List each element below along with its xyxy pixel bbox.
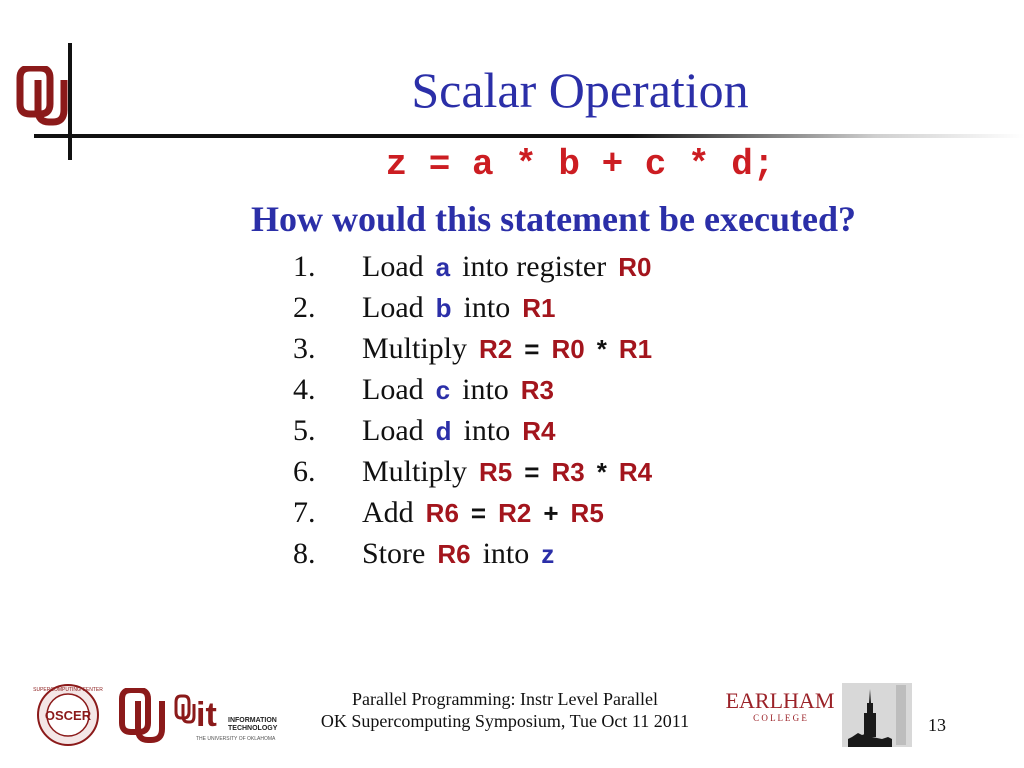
footer-text bbox=[290, 688, 720, 732]
variable-token: d bbox=[435, 416, 452, 446]
step-text bbox=[362, 533, 554, 575]
step-word: into bbox=[482, 537, 530, 570]
footer-line-2: OK Supercomputing Symposium, Tue Oct 11 2011 bbox=[320, 711, 690, 731]
step-word: Multiply bbox=[362, 332, 468, 365]
register-token: R5 bbox=[479, 457, 513, 487]
register-token: R1 bbox=[522, 293, 556, 323]
step-word: Load bbox=[362, 291, 424, 324]
step-number: 1. bbox=[293, 250, 316, 283]
register-token: R5 bbox=[570, 498, 604, 528]
step-text bbox=[362, 410, 555, 452]
horizontal-rule bbox=[34, 134, 1024, 138]
step-text bbox=[362, 451, 652, 493]
register-token: R1 bbox=[618, 334, 653, 364]
register-token: R6 bbox=[437, 539, 471, 569]
ou-logo bbox=[16, 66, 68, 126]
step-word: into bbox=[462, 373, 509, 406]
svg-text:it: it bbox=[196, 696, 217, 734]
earlham-college-logo bbox=[722, 688, 838, 728]
svg-text:TECHNOLOGY: TECHNOLOGY bbox=[228, 725, 278, 732]
footer-line-1: Parallel Programming: Instr Level Parallel bbox=[352, 689, 658, 709]
skyline-silhouette-image bbox=[842, 683, 912, 747]
svg-text:INFORMATION: INFORMATION bbox=[228, 717, 277, 724]
operator-token: = bbox=[524, 457, 540, 487]
svg-text:OSCER: OSCER bbox=[44, 708, 92, 723]
step-item bbox=[293, 369, 893, 410]
step-item bbox=[293, 287, 893, 328]
svg-text:SUPERCOMPUTING CENTER: SUPERCOMPUTING CENTER bbox=[33, 687, 103, 693]
step-number: 5. bbox=[293, 414, 316, 447]
register-token: R0 bbox=[618, 252, 652, 282]
operator-token: * bbox=[596, 457, 607, 487]
step-item bbox=[293, 492, 893, 533]
step-word: Multiply bbox=[362, 455, 468, 488]
step-word: Add bbox=[362, 496, 414, 529]
step-word: into bbox=[463, 414, 511, 447]
register-token: R4 bbox=[618, 457, 653, 487]
step-text bbox=[362, 287, 555, 329]
ou-small-logo bbox=[118, 688, 166, 744]
equation: z = a * b + c * d; bbox=[385, 144, 775, 185]
step-number: 7. bbox=[293, 496, 316, 529]
step-text bbox=[362, 328, 652, 370]
step-word: into register bbox=[462, 250, 607, 283]
register-token: R6 bbox=[425, 498, 459, 528]
step-item bbox=[293, 451, 893, 492]
step-text bbox=[362, 492, 604, 534]
step-word: Store bbox=[362, 537, 426, 570]
step-number: 3. bbox=[293, 332, 316, 365]
svg-text:EARLHAM: EARLHAM bbox=[725, 688, 835, 713]
operator-token: = bbox=[470, 498, 487, 528]
operator-token: + bbox=[543, 498, 559, 528]
register-token: R2 bbox=[479, 334, 513, 364]
step-number: 4. bbox=[293, 373, 316, 406]
register-token: R3 bbox=[551, 457, 585, 487]
register-token: R2 bbox=[498, 498, 532, 528]
variable-token: z bbox=[541, 539, 555, 569]
variable-token: b bbox=[435, 293, 452, 323]
slide-title: Scalar Operation bbox=[411, 62, 749, 118]
step-number: 2. bbox=[293, 291, 316, 324]
step-word: Load bbox=[362, 250, 424, 283]
svg-text:C O L L E G E: C O L L E G E bbox=[753, 713, 807, 723]
variable-token: a bbox=[435, 252, 451, 282]
step-item bbox=[293, 246, 893, 287]
page-number: 13 bbox=[928, 715, 946, 735]
vertical-rule bbox=[68, 43, 72, 160]
register-token: R3 bbox=[520, 375, 555, 405]
step-text bbox=[362, 369, 554, 411]
register-token: R4 bbox=[522, 416, 556, 446]
step-word: Load bbox=[362, 414, 424, 447]
step-item bbox=[293, 410, 893, 451]
step-word: Load bbox=[362, 373, 424, 406]
step-word: into bbox=[463, 291, 511, 324]
it-information-technology-logo bbox=[170, 688, 288, 744]
step-item bbox=[293, 328, 893, 369]
variable-token: c bbox=[435, 375, 451, 405]
svg-text:THE UNIVERSITY OF OKLAHOMA: THE UNIVERSITY OF OKLAHOMA bbox=[196, 736, 276, 742]
step-number: 6. bbox=[293, 455, 316, 488]
oscer-seal-logo bbox=[22, 683, 114, 747]
step-item bbox=[293, 533, 893, 574]
register-token: R0 bbox=[551, 334, 585, 364]
question: How would this statement be executed? bbox=[251, 199, 856, 239]
step-text bbox=[362, 246, 652, 288]
operator-token: * bbox=[596, 334, 607, 364]
step-number: 8. bbox=[293, 537, 316, 570]
steps-list bbox=[293, 246, 893, 574]
operator-token: = bbox=[524, 334, 540, 364]
